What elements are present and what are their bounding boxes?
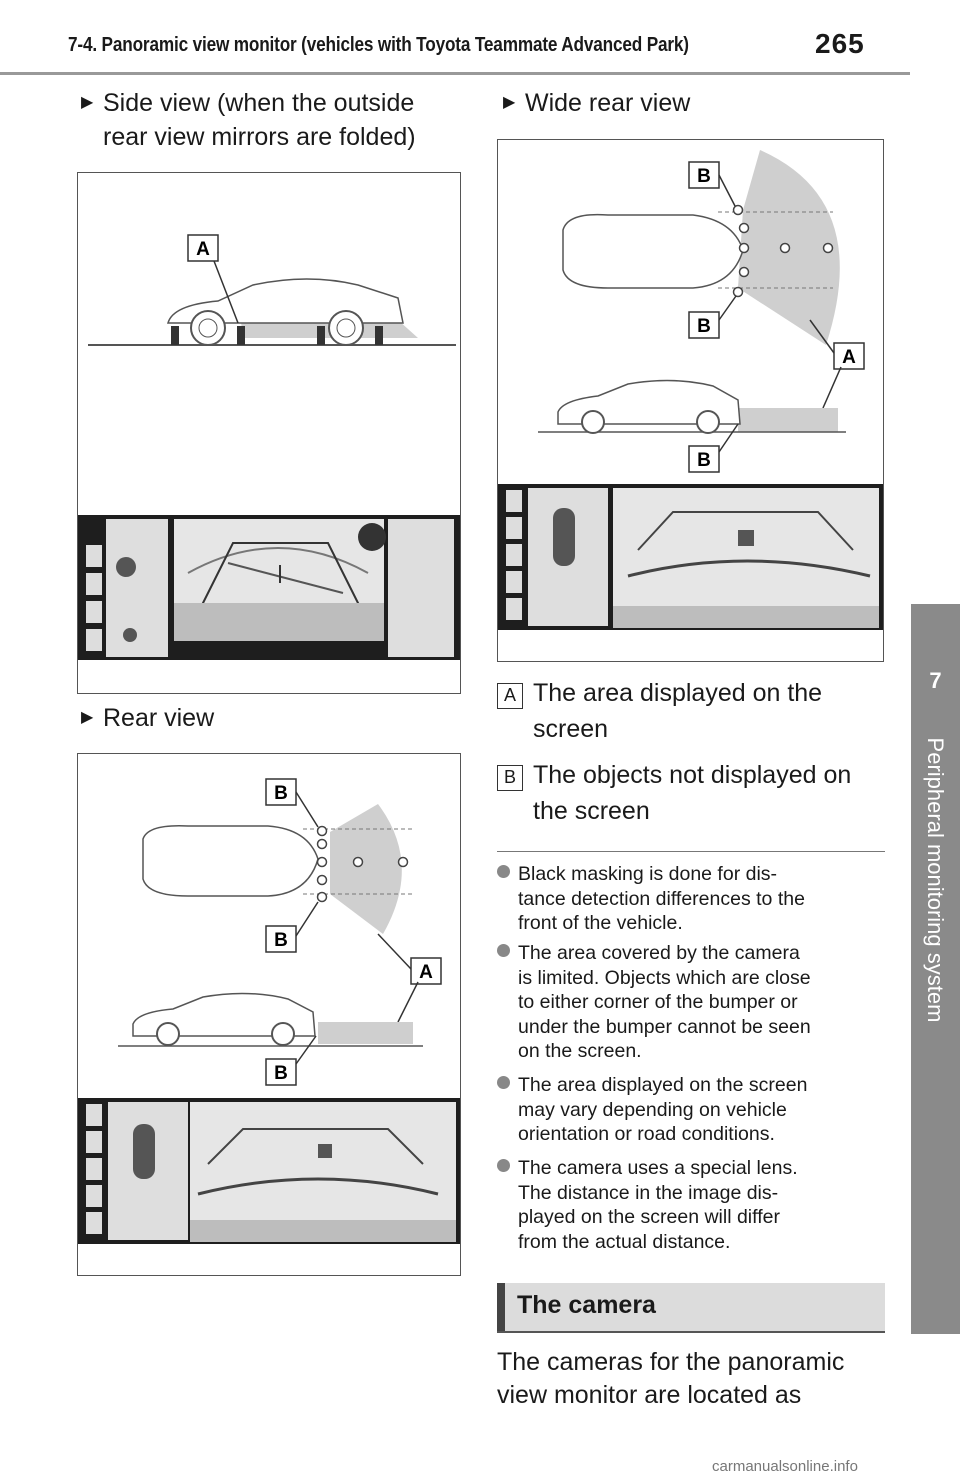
side-view-figure — [77, 172, 461, 694]
side-view-illustration — [78, 173, 460, 693]
callout-a-label: A — [842, 347, 856, 368]
rear-view-heading-text: Rear view — [103, 704, 215, 732]
note-line: front of the vehicle. — [518, 912, 683, 934]
arrow-bullet-icon: ▶ — [81, 94, 94, 111]
callout-a-label: A — [419, 962, 433, 983]
note-line: on the screen. — [518, 1040, 642, 1062]
chapter-number: 7 — [929, 668, 942, 693]
car-top-illustration — [143, 826, 318, 896]
rear-view-heading — [81, 701, 215, 735]
note-item — [497, 1156, 887, 1254]
note-line: Black masking is done for dis- — [518, 863, 778, 885]
wide-rear-view-heading-text: Wide rear view — [525, 89, 691, 117]
chapter-title: Peripheral monitoring system — [923, 737, 948, 1023]
bullet-dot-icon — [497, 1076, 510, 1089]
legend-a-line1: The area displayed on the — [533, 679, 823, 707]
callout-b-label: B — [697, 450, 711, 471]
callout-a-label: A — [196, 239, 210, 260]
note-line: The area covered by the camera — [518, 942, 800, 964]
section-title: The camera — [517, 1291, 656, 1319]
note-item — [497, 1073, 887, 1147]
legend-b-line2: the screen — [533, 797, 650, 825]
car-top-illustration — [563, 215, 743, 288]
arrow-bullet-icon: ▶ — [81, 709, 94, 726]
note-item — [497, 862, 887, 936]
callout-b-label: B — [274, 930, 288, 951]
note-line: from the actual distance. — [518, 1230, 731, 1253]
note-line: is limited. Objects which are close — [518, 966, 811, 989]
bullet-dot-icon — [497, 944, 510, 957]
note-line: The camera uses a special lens. — [518, 1157, 798, 1179]
callout-b-label: B — [697, 166, 711, 187]
note-line: may vary depending on vehicle — [518, 1098, 787, 1121]
bullet-dot-icon — [497, 865, 510, 878]
note-line: to either corner of the bumper or — [518, 991, 798, 1013]
body-line: view monitor are located as — [497, 1381, 802, 1409]
wide-rear-view-figure — [497, 139, 884, 662]
section-heading-bar — [497, 1283, 885, 1333]
legend-text-a — [533, 675, 873, 747]
note-item — [497, 941, 887, 1064]
callout-b-label: B — [274, 783, 288, 804]
header-divider — [0, 72, 910, 75]
side-view-heading-line1: Side view (when the outside — [103, 89, 415, 117]
bullet-dot-icon — [497, 1159, 510, 1172]
note-line: tance detection differences to the — [518, 887, 805, 910]
legend-key-b: B — [497, 765, 523, 791]
body-paragraph — [497, 1346, 887, 1412]
legend-b-line1: The objects not displayed on — [533, 761, 852, 789]
wide-rear-view-heading — [503, 86, 691, 120]
side-view-heading-line2: rear view mirrors are folded) — [103, 123, 416, 151]
displayed-area-shading — [330, 804, 402, 934]
note-line: orientation or road conditions. — [518, 1123, 775, 1145]
side-view-heading — [81, 86, 416, 154]
page-header-title: 7-4. Panoramic view monitor (vehicles with Toyota Teammate Advanced Park) — [68, 34, 689, 56]
arrow-bullet-icon: ▶ — [503, 94, 516, 111]
body-line: The cameras for the panoramic — [497, 1348, 845, 1376]
legend-text-b — [533, 757, 873, 829]
section-accent — [497, 1283, 505, 1331]
watermark: carmanualsonline.info — [712, 1458, 858, 1475]
wide-rear-view-illustration — [498, 140, 883, 661]
legend-key-a: A — [497, 683, 523, 709]
page-number: 265 — [815, 28, 865, 59]
note-line: played on the screen will differ — [518, 1206, 780, 1228]
callout-b-label: B — [274, 1063, 288, 1084]
note-line: The area displayed on the screen — [518, 1074, 808, 1096]
note-line: The distance in the image dis- — [518, 1181, 779, 1204]
notes-divider — [497, 851, 885, 852]
note-line: under the bumper cannot be seen — [518, 1015, 811, 1038]
legend-a-line2: screen — [533, 715, 609, 743]
rear-view-figure — [77, 753, 461, 1276]
rear-view-illustration — [78, 754, 460, 1275]
callout-b-label: B — [697, 316, 711, 337]
